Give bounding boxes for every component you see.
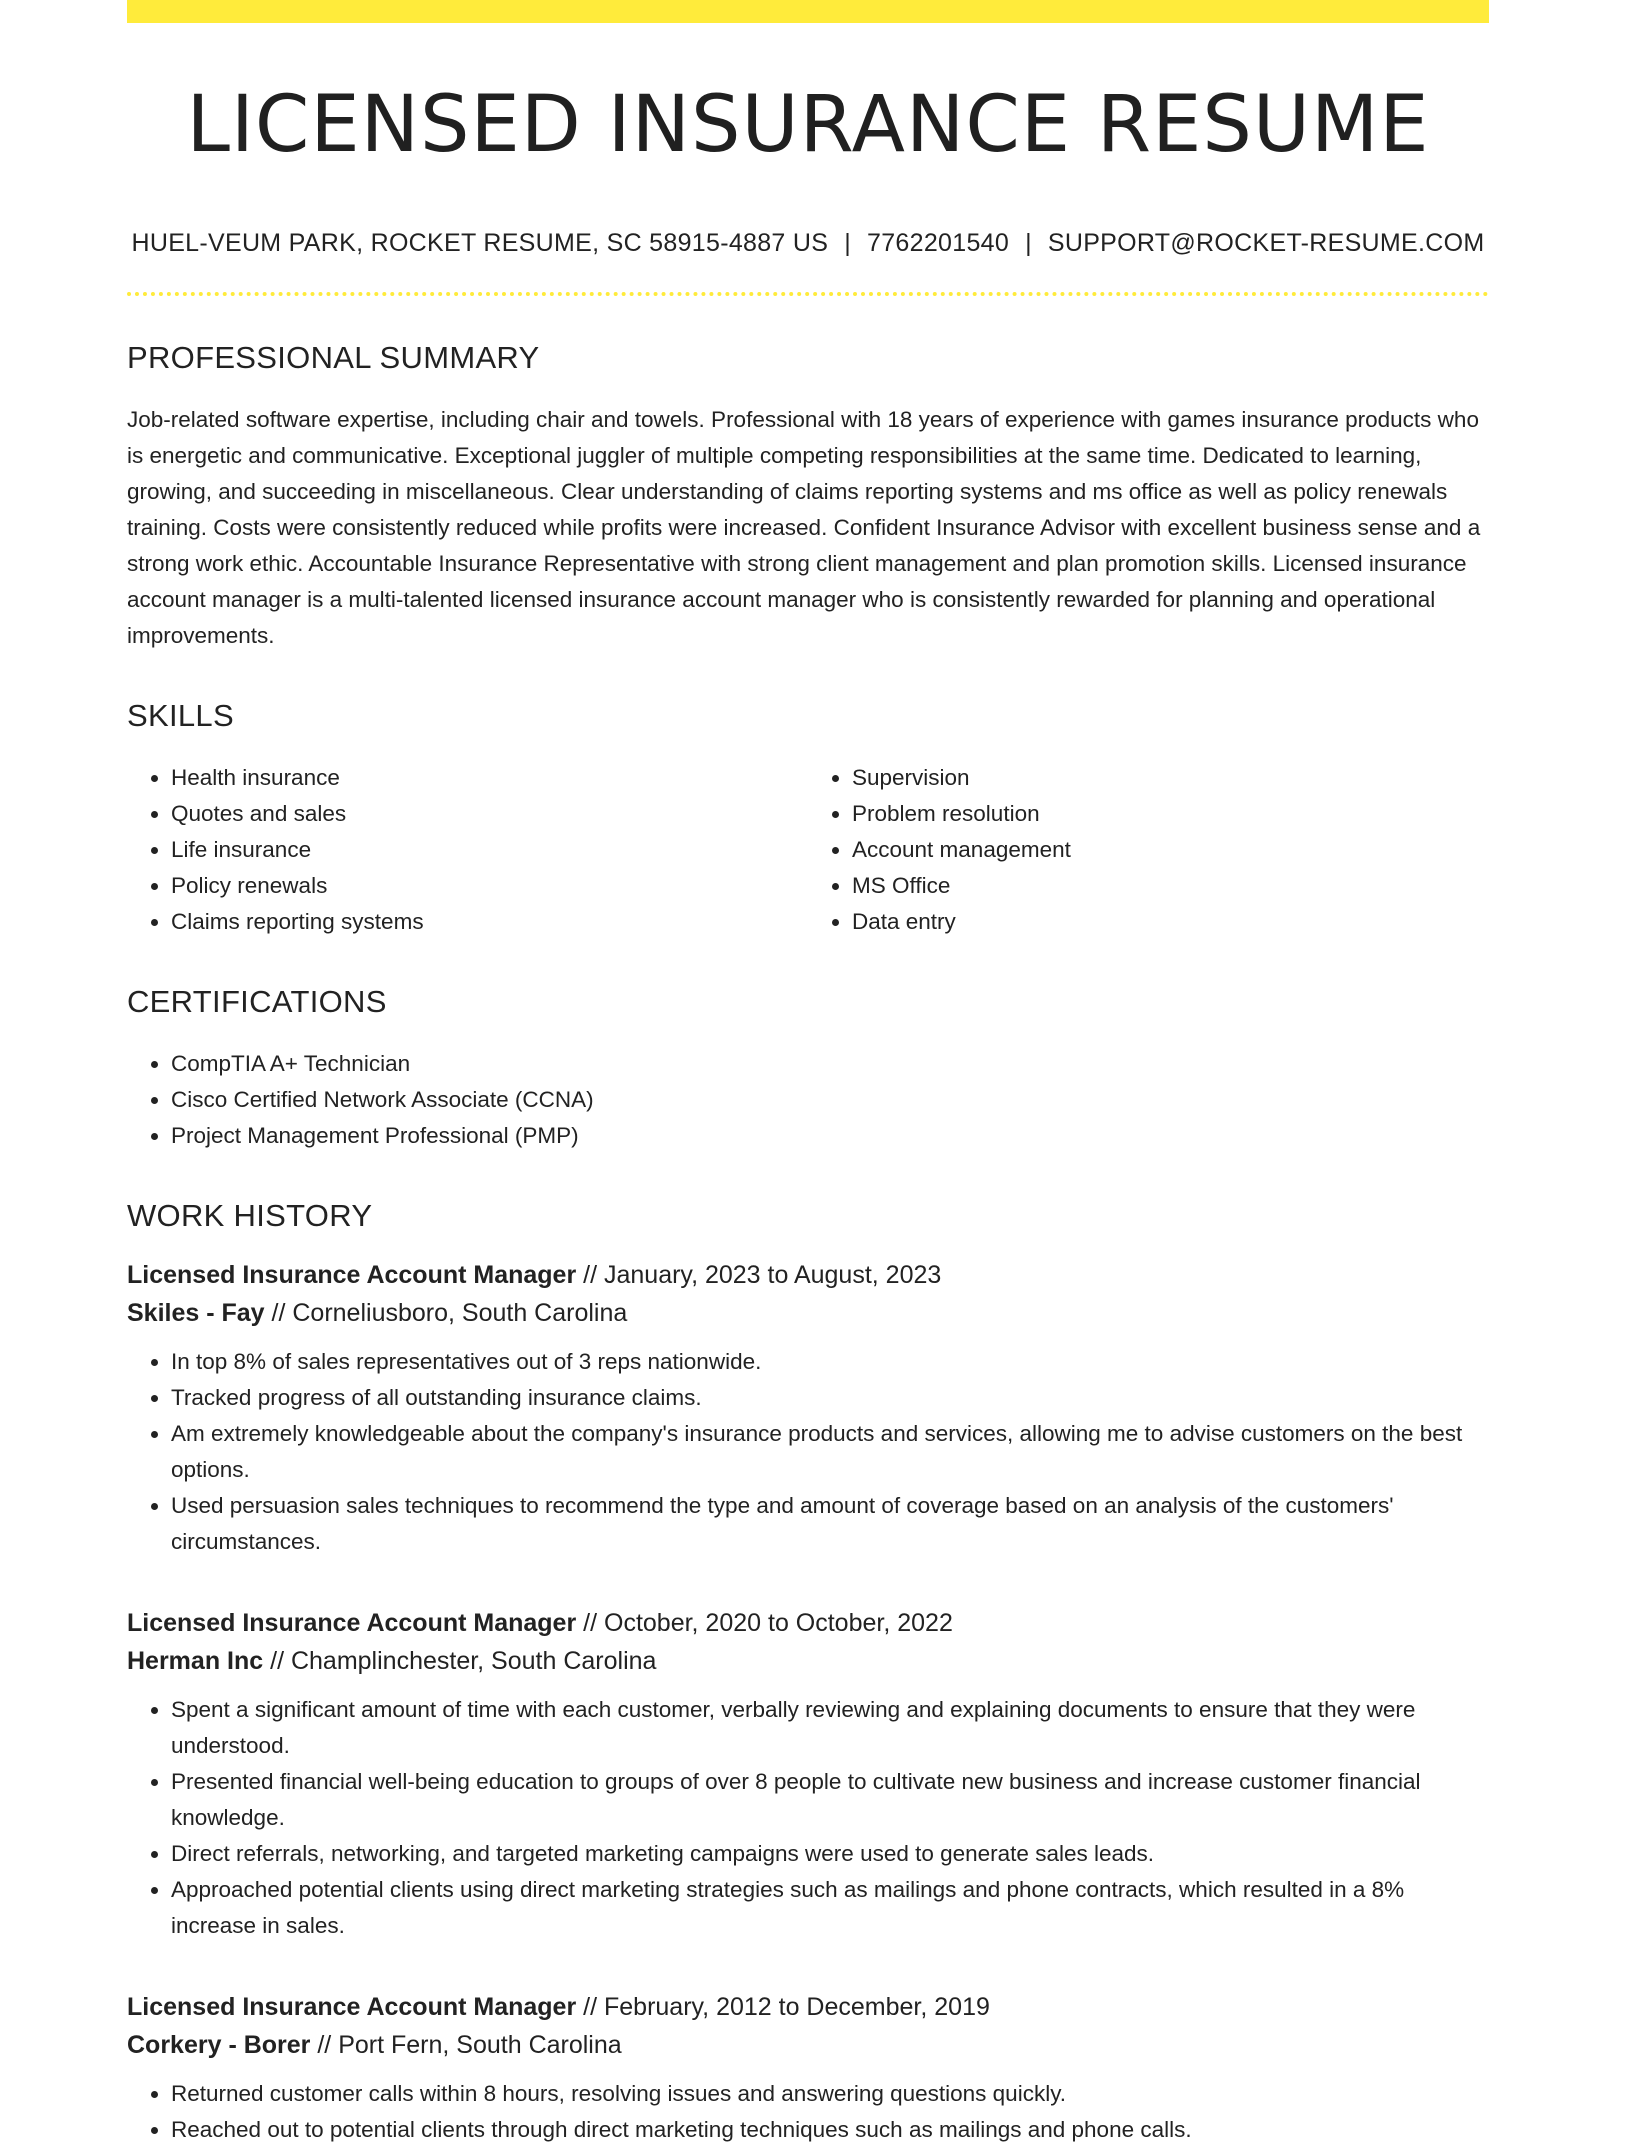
job-bullet: • In top 8% of sales representatives out of 3 reps nationwide.: [171, 1344, 1489, 1380]
job-location: // Port Fern, South Carolina: [317, 2030, 622, 2059]
job-dates: // January, 2023 to August, 2023: [583, 1260, 942, 1289]
skill-item: • Quotes and sales: [171, 796, 808, 832]
job-company: Skiles - Fay: [127, 1298, 265, 1327]
phone[interactable]: 7762201540: [867, 228, 1010, 257]
skills-list: [127, 760, 1489, 940]
job-company: Herman Inc: [127, 1646, 264, 1675]
job-bullets: [127, 1344, 1489, 1560]
job-location: // Champlinchester, South Carolina: [270, 1646, 657, 1675]
skill-item: • Account management: [852, 832, 1489, 868]
job-title-line: [127, 1604, 1489, 1642]
accent-bar: [127, 0, 1489, 23]
certifications-list: [127, 1046, 1489, 1154]
skill-item: • Policy renewals: [171, 868, 808, 904]
job-bullet: • Returned customer calls within 8 hours, resolving issues and answering questions quickly.: [171, 2076, 1489, 2112]
job-bullet: • Presented financial well-being education to groups of over 8 people to cultivate new business and increase customer financial knowledge.: [171, 1764, 1489, 1836]
dotted-divider: [127, 292, 1489, 296]
job-company-line: [127, 1642, 1489, 1680]
skill-item: • Data entry: [852, 904, 1489, 940]
skill-item: • Claims reporting systems: [171, 904, 808, 940]
summary-text: Job-related software expertise, including chair and towels. Professional with 18 years of experience with games insurance products who is energetic and communicative. Exceptional juggler of multiple competing responsibilities at the same time. Dedicated to learning, growing, and succeeding in miscellaneous. Clear understanding of claims reporting systems and ms office as well as policy renewals training. Costs were consistently reduced while profits were increased. Confident Insurance Advisor with excellent business sense and a strong work ethic. Accountable Insurance Representative with strong client management and plan promotion skills. Licensed insurance account manager is a multi-talented licensed insurance account manager who is consistently rewarded for planning and operational improvements.: [127, 406, 1481, 648]
skill-item: • Problem resolution: [852, 796, 1489, 832]
job-dates: // October, 2020 to October, 2022: [583, 1608, 953, 1637]
job-company: Corkery - Borer: [127, 2030, 311, 2059]
skills-heading: SKILLS: [127, 697, 234, 733]
job-title: Licensed Insurance Account Manager: [127, 1992, 577, 2021]
job-bullet: • Spent a significant amount of time with each customer, verbally reviewing and explaining documents to ensure that they were understood.: [171, 1692, 1489, 1764]
job-title: Licensed Insurance Account Manager: [127, 1260, 577, 1289]
separator: |: [1025, 228, 1032, 257]
job-entry: [127, 1988, 1489, 2148]
address: HUEL-VEUM PARK, ROCKET RESUME, SC 58915-4887 US: [131, 228, 829, 257]
skill-item: • Health insurance: [171, 760, 808, 796]
job-bullets: [127, 1692, 1489, 1944]
certification-item: • Project Management Professional (PMP): [171, 1118, 1489, 1154]
job-bullet: • Approached potential clients using direct marketing strategies such as mailings and phone contracts, which resulted in a 8% increase in sales.: [171, 1872, 1489, 1944]
skill-item: • MS Office: [852, 868, 1489, 904]
email[interactable]: SUPPORT@ROCKET-RESUME.COM: [1047, 228, 1485, 257]
skill-item: • Life insurance: [171, 832, 808, 868]
certification-item: • Cisco Certified Network Associate (CCNA): [171, 1082, 1489, 1118]
job-bullet: • Reached out to potential clients through direct marketing techniques such as mailings and phone calls.: [171, 2112, 1489, 2148]
skills-right-column: [808, 760, 1489, 940]
job-entry: [127, 1256, 1489, 1560]
skill-item: • Supervision: [852, 760, 1489, 796]
certification-item: • CompTIA A+ Technician: [171, 1046, 1489, 1082]
job-bullet: • Tracked progress of all outstanding insurance claims.: [171, 1380, 1489, 1416]
resume-title: LICENSED INSURANCE RESUME: [186, 80, 1430, 170]
work-history-heading: WORK HISTORY: [127, 1197, 373, 1233]
job-company-line: [127, 1294, 1489, 1332]
job-company-line: [127, 2026, 1489, 2064]
skills-left-column: [127, 760, 808, 940]
summary-heading: PROFESSIONAL SUMMARY: [127, 339, 540, 375]
job-bullet: • Direct referrals, networking, and targeted marketing campaigns were used to generate sales leads.: [171, 1836, 1489, 1872]
job-bullet: • Used persuasion sales techniques to recommend the type and amount of coverage based on an analysis of the customers' circumstances.: [171, 1488, 1489, 1560]
resume-page: [127, 0, 1489, 2148]
job-entry: [127, 1604, 1489, 1944]
job-dates: // February, 2012 to December, 2019: [583, 1992, 990, 2021]
job-location: // Corneliusboro, South Carolina: [271, 1298, 628, 1327]
contact-line: [127, 229, 1489, 258]
separator: |: [844, 228, 852, 257]
certifications-heading: CERTIFICATIONS: [127, 983, 387, 1019]
job-bullet: • Am extremely knowledgeable about the company's insurance products and services, allowing me to advise customers on the best options.: [171, 1416, 1489, 1488]
job-title: Licensed Insurance Account Manager: [127, 1608, 577, 1637]
job-title-line: [127, 1988, 1489, 2026]
job-title-line: [127, 1256, 1489, 1294]
